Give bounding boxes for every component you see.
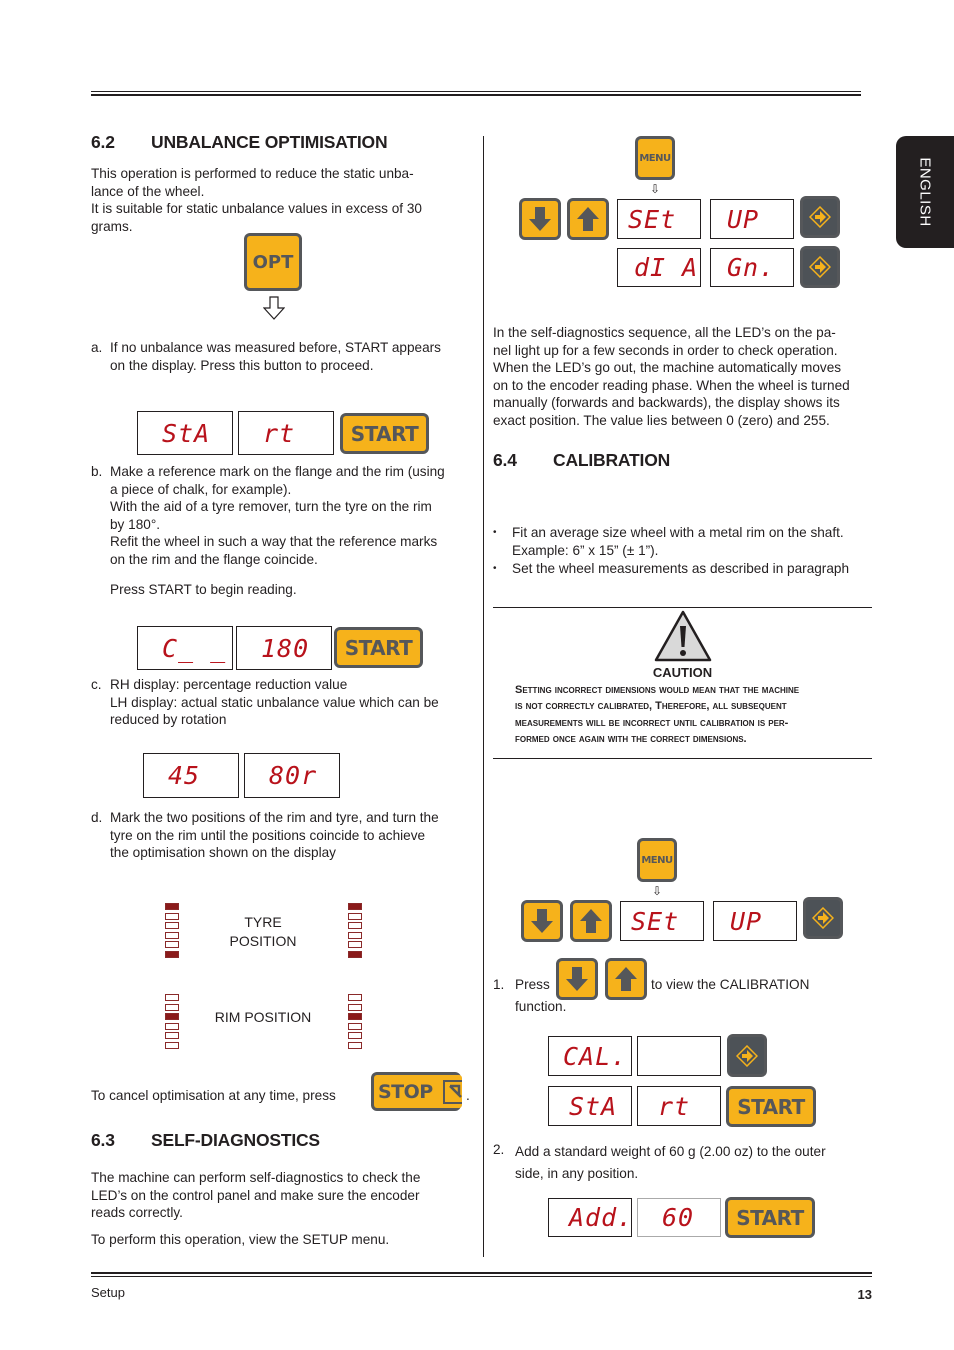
caution-line: Setting incorrect dimensions would mean that the machine xyxy=(515,684,800,696)
down-button[interactable] xyxy=(556,958,598,1000)
display-1: SEt xyxy=(620,901,704,941)
caution-title: CAUTION xyxy=(652,665,713,680)
section-6-3-heading xyxy=(91,1130,320,1151)
enter-arrow-icon xyxy=(736,1045,758,1067)
down-arrow-icon xyxy=(565,966,589,992)
enter-arrow-icon xyxy=(809,256,831,278)
up-arrow-icon xyxy=(576,206,600,232)
display-4: Gn. xyxy=(710,248,794,287)
self-diag-body xyxy=(493,324,872,430)
step-c-line: reduced by rotation xyxy=(110,712,227,728)
tyre-led-column-right xyxy=(348,903,362,961)
step-2-marker: 2. xyxy=(493,1142,505,1157)
display-2: UP xyxy=(710,199,794,239)
menu-button-label: MENU xyxy=(638,139,672,177)
section-number: 6.3 xyxy=(91,1130,115,1150)
step-b-line: on the rim and the flange coincide. xyxy=(110,551,318,567)
right-display: 180 xyxy=(236,626,332,670)
caution-line: formed once again with the correct dimensions. xyxy=(515,732,747,745)
step-marker: c. xyxy=(91,677,102,692)
para-line: reads correctly. xyxy=(91,1205,183,1221)
start-button-label: START xyxy=(337,630,420,665)
step-2-text xyxy=(515,1141,872,1185)
opt-button-label: OPT xyxy=(247,236,299,288)
caution-bottom-rule xyxy=(493,758,872,759)
start-button[interactable] xyxy=(726,1086,816,1127)
step-b-line: Make a reference mark on the flange and the rim (using xyxy=(110,464,445,479)
enter-button[interactable] xyxy=(727,1034,767,1077)
start-button-label: START xyxy=(728,1200,812,1235)
caution-top-rule xyxy=(493,607,872,608)
display-2: 60 xyxy=(637,1198,721,1237)
up-button[interactable] xyxy=(570,900,612,942)
language-tab-label: ENGLISH xyxy=(916,157,934,227)
up-button[interactable] xyxy=(605,958,647,1000)
step-1-text-2: function. xyxy=(515,999,567,1014)
up-arrow-icon xyxy=(579,908,603,934)
section-6-4-heading xyxy=(493,450,670,471)
body-line: nel light up for a few seconds in order to check operation. xyxy=(493,342,838,358)
step-marker: b. xyxy=(91,464,103,479)
para-line: LED’s on the control panel and make sure the encoder xyxy=(91,1187,420,1203)
body-line: In the self-diagnostics sequence, all the LED’s on the pa- xyxy=(493,325,836,340)
step-c xyxy=(91,676,470,729)
footer-rule-thin xyxy=(91,1276,872,1277)
section-6-2-heading xyxy=(91,132,387,153)
enter-button[interactable] xyxy=(803,897,843,939)
bullet-line: Fit an average size wheel with a metal rim on the shaft. xyxy=(512,525,844,540)
rim-led-column-right xyxy=(348,994,362,1052)
intro-paragraph xyxy=(91,165,470,235)
start-button-label: START xyxy=(343,416,426,451)
caution-line: is not correctly calibrated, Therefore, all subsequent xyxy=(515,700,787,713)
body-line: manually (forwards and backwards), the display shows its xyxy=(493,395,840,411)
step-marker: d. xyxy=(91,810,103,825)
step-b xyxy=(91,463,470,569)
cancel-end: . xyxy=(466,1088,470,1103)
caution-line: measurements will be incorrect until calibration is per- xyxy=(515,716,789,729)
display-1: Add. xyxy=(548,1198,632,1237)
intro-line: lance of the wheel. xyxy=(91,183,205,199)
bullet-line: Example: 6” x 15” (± 1”). xyxy=(512,542,659,558)
display-2: UP xyxy=(713,901,797,941)
body-line: exact position. The value lies between 0 (zero) and 255. xyxy=(493,412,830,428)
tyre-position-line: POSITION xyxy=(229,933,297,949)
footer-section-name: Setup xyxy=(91,1285,125,1300)
section-title: SELF-DIAGNOSTICS xyxy=(151,1130,320,1150)
bullet-item xyxy=(493,524,872,559)
self-diag-paragraph xyxy=(91,1169,470,1222)
step-b-line: With the aid of a tyre remover, turn the tyre on the rim xyxy=(110,499,432,515)
menu-button-label: MENU xyxy=(640,841,674,879)
top-rule-thick xyxy=(91,94,861,96)
enter-button[interactable] xyxy=(800,196,840,238)
menu-button[interactable] xyxy=(635,136,675,180)
step-a xyxy=(91,339,470,374)
column-divider xyxy=(483,136,484,1257)
left-display: 45 xyxy=(143,753,239,798)
step-a-line: If no unbalance was measured before, START appears xyxy=(110,340,441,355)
start-button-label: START xyxy=(729,1089,813,1124)
section-title: UNBALANCE OPTIMISATION xyxy=(151,132,388,152)
start-button[interactable] xyxy=(340,413,429,454)
down-arrow-icon: ⇩ xyxy=(652,884,663,898)
down-arrow-icon: ⇩ xyxy=(650,182,661,196)
press-start-text: Press START to begin reading. xyxy=(110,582,297,597)
footer-rule xyxy=(91,1272,872,1274)
right-display: 80r xyxy=(244,753,340,798)
language-tab xyxy=(896,136,954,248)
display-4: rt xyxy=(637,1086,721,1126)
step-2-line: Add a standard weight of 60 g (2.00 oz) to the outer xyxy=(515,1144,826,1159)
step-d-line: the optimisation shown on the display xyxy=(110,845,336,861)
enter-button[interactable] xyxy=(800,246,840,288)
step-b-line: by 180°. xyxy=(110,516,161,532)
cancel-text: To cancel optimisation at any time, press xyxy=(91,1088,336,1103)
start-button[interactable] xyxy=(725,1197,815,1238)
intro-line: grams. xyxy=(91,218,133,234)
caution-text xyxy=(515,682,850,747)
step-c-line: LH display: actual static unbalance value which can be xyxy=(110,694,439,710)
step-1-press: Press xyxy=(515,977,550,992)
down-arrow-icon xyxy=(528,206,552,232)
up-arrow-icon xyxy=(614,966,638,992)
start-button[interactable] xyxy=(334,627,423,668)
display-3: dI A xyxy=(617,248,701,287)
step-b-line: a piece of chalk, for example). xyxy=(110,481,292,497)
step-2-line: side, in any position. xyxy=(515,1166,639,1181)
left-display: StA xyxy=(137,411,233,455)
tyre-led-column-left xyxy=(165,903,179,961)
display-1: SEt xyxy=(617,199,701,239)
down-arrow-icon xyxy=(530,908,554,934)
setup-menu-instruction: To perform this operation, view the SETUP menu. xyxy=(91,1232,390,1247)
bullet-line: Set the wheel measurements as described in paragraph xyxy=(512,561,850,576)
opt-button[interactable] xyxy=(244,233,302,291)
enter-arrow-icon xyxy=(809,206,831,228)
step-1-text: to view the CALIBRATION xyxy=(651,977,810,992)
step-b-line: Refit the wheel in such a way that the reference marks xyxy=(110,534,438,550)
step-c-line: RH display: percentage reduction value xyxy=(110,677,348,692)
enter-arrow-icon xyxy=(812,907,834,929)
step-d-line: tyre on the rim until the positions coincide to achieve xyxy=(110,827,426,843)
section-number: 6.2 xyxy=(91,132,115,152)
step-d xyxy=(91,809,470,862)
rim-led-column-left xyxy=(165,994,179,1052)
menu-button[interactable] xyxy=(637,838,677,882)
intro-line: This operation is performed to reduce the static unba- xyxy=(91,166,414,181)
display-1: CAL. xyxy=(548,1036,632,1076)
warning-triangle-icon xyxy=(654,610,712,662)
step-1-marker: 1. xyxy=(493,977,505,992)
bullet-item xyxy=(493,560,872,578)
intro-line: It is suitable for static unbalance values in excess of 30 xyxy=(91,201,422,217)
right-display: rt xyxy=(238,411,334,455)
top-rule xyxy=(91,91,861,92)
display-3: StA xyxy=(548,1086,632,1126)
left-display: C_ _ xyxy=(137,626,233,670)
tyre-position-label xyxy=(213,913,313,951)
bullet-marker: • xyxy=(493,563,497,574)
para-line: The machine can perform self-diagnostics to check the xyxy=(91,1170,421,1185)
body-line: on to the encoder reading phase. When the wheel is turned xyxy=(493,377,850,393)
down-button[interactable] xyxy=(521,900,563,942)
down-arrow-icon xyxy=(263,296,285,320)
rim-position-label: RIM POSITION xyxy=(214,1009,312,1025)
up-button[interactable] xyxy=(567,198,609,240)
step-marker: a. xyxy=(91,340,103,355)
exit-arrow-icon xyxy=(443,1080,462,1104)
tyre-position-line: TYRE xyxy=(244,914,282,930)
body-line: When the LED’s go out, the machine automatically moves xyxy=(493,360,842,376)
section-title: CALIBRATION xyxy=(553,450,671,470)
section-number: 6.4 xyxy=(493,450,517,470)
stop-button[interactable] xyxy=(371,1072,461,1111)
stop-button-label: STOP xyxy=(378,1080,433,1103)
display-2 xyxy=(637,1036,721,1076)
bullet-marker: • xyxy=(493,527,497,538)
page-number: 13 xyxy=(857,1287,872,1302)
down-button[interactable] xyxy=(519,198,561,240)
step-a-line: on the display. Press this button to proceed. xyxy=(110,357,374,373)
step-d-line: Mark the two positions of the rim and tyre, and turn the xyxy=(110,810,439,825)
